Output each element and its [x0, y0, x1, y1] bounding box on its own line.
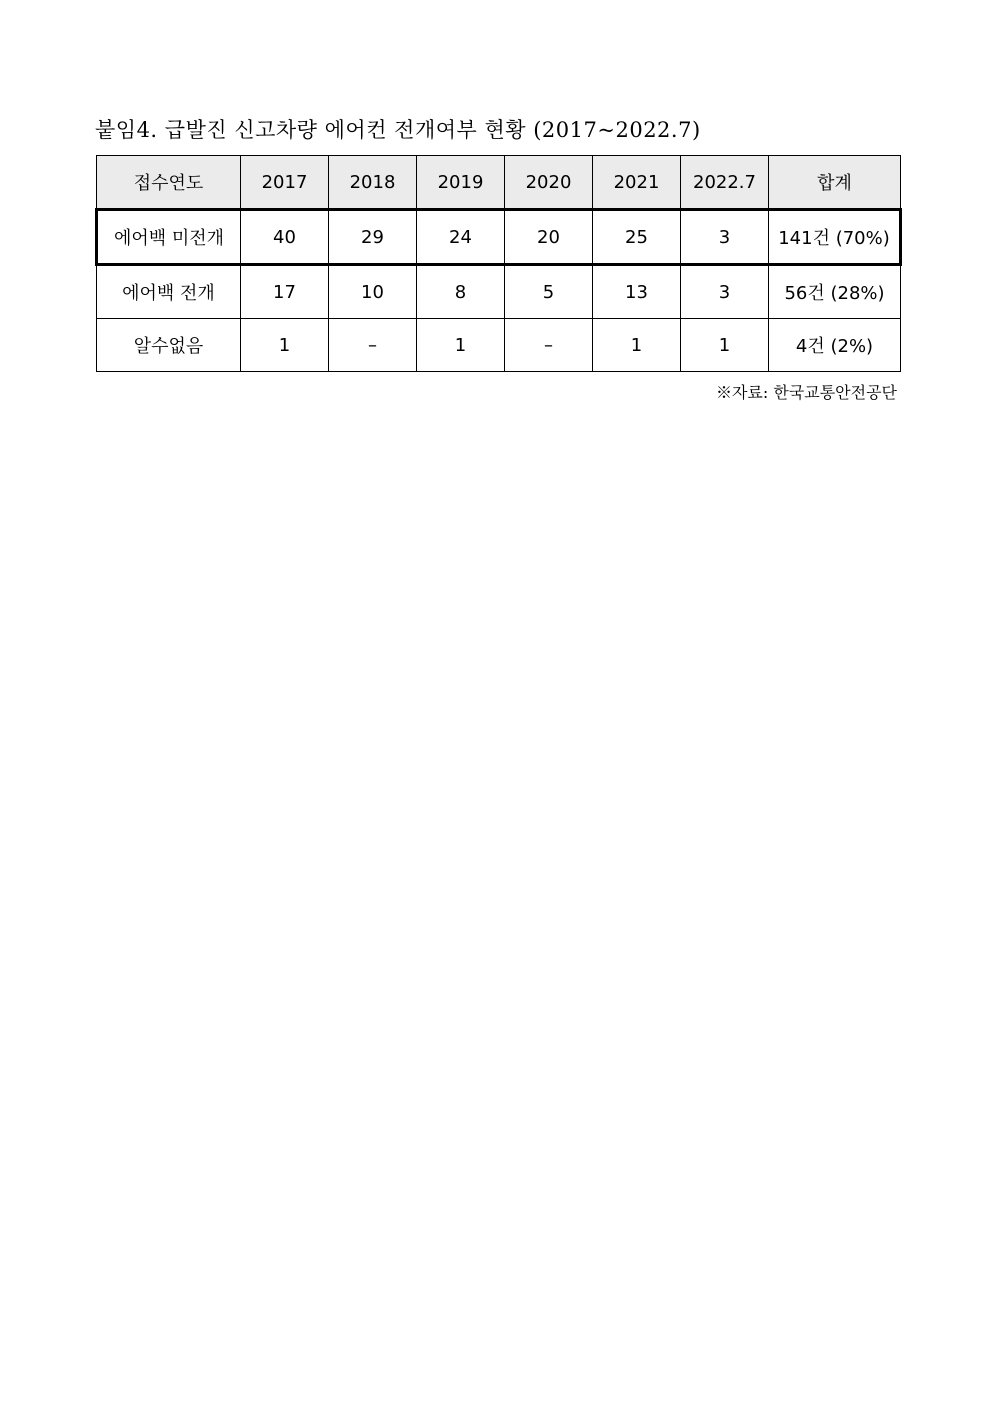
source-note: ※자료: 한국교통안전공단: [715, 383, 897, 402]
table-cell: 1: [417, 319, 505, 372]
table-cell: 3: [681, 265, 769, 319]
table-row: [97, 319, 901, 372]
table-header-row: [97, 156, 901, 210]
header-cell: 접수연도: [97, 156, 241, 210]
table-cell: 10: [329, 265, 417, 319]
row-label-cell: 알수없음: [97, 319, 241, 372]
header-cell: 합계: [769, 156, 901, 210]
row-label-cell: 에어백 미전개: [97, 210, 241, 265]
total-cell: 4건 (2%): [769, 319, 901, 372]
header-cell: 2021: [593, 156, 681, 210]
table-cell: 40: [241, 210, 329, 265]
total-cell: 56건 (28%): [769, 265, 901, 319]
header-cell: 2020: [505, 156, 593, 210]
total-cell: 141건 (70%): [769, 210, 901, 265]
table-cell: 17: [241, 265, 329, 319]
table-cell: 8: [417, 265, 505, 319]
table-cell: 1: [593, 319, 681, 372]
header-cell: 2018: [329, 156, 417, 210]
header-cell: 2017: [241, 156, 329, 210]
table-caption: 붙임4. 급발진 신고차량 에어컨 전개여부 현황 (2017~2022.7): [95, 118, 701, 142]
table-cell: 13: [593, 265, 681, 319]
table-cell: 1: [681, 319, 769, 372]
table-row: [97, 265, 901, 319]
header-cell: 2019: [417, 156, 505, 210]
table-cell: 3: [681, 210, 769, 265]
row-label-cell: 에어백 전개: [97, 265, 241, 319]
table-cell: 25: [593, 210, 681, 265]
table-cell: –: [329, 319, 417, 372]
airbag-deployment-table: [95, 155, 902, 372]
table-cell: 1: [241, 319, 329, 372]
table-cell: 29: [329, 210, 417, 265]
table-row: [97, 210, 901, 265]
table-cell: 20: [505, 210, 593, 265]
table-cell: –: [505, 319, 593, 372]
table-cell: 24: [417, 210, 505, 265]
header-cell: 2022.7: [681, 156, 769, 210]
table-cell: 5: [505, 265, 593, 319]
